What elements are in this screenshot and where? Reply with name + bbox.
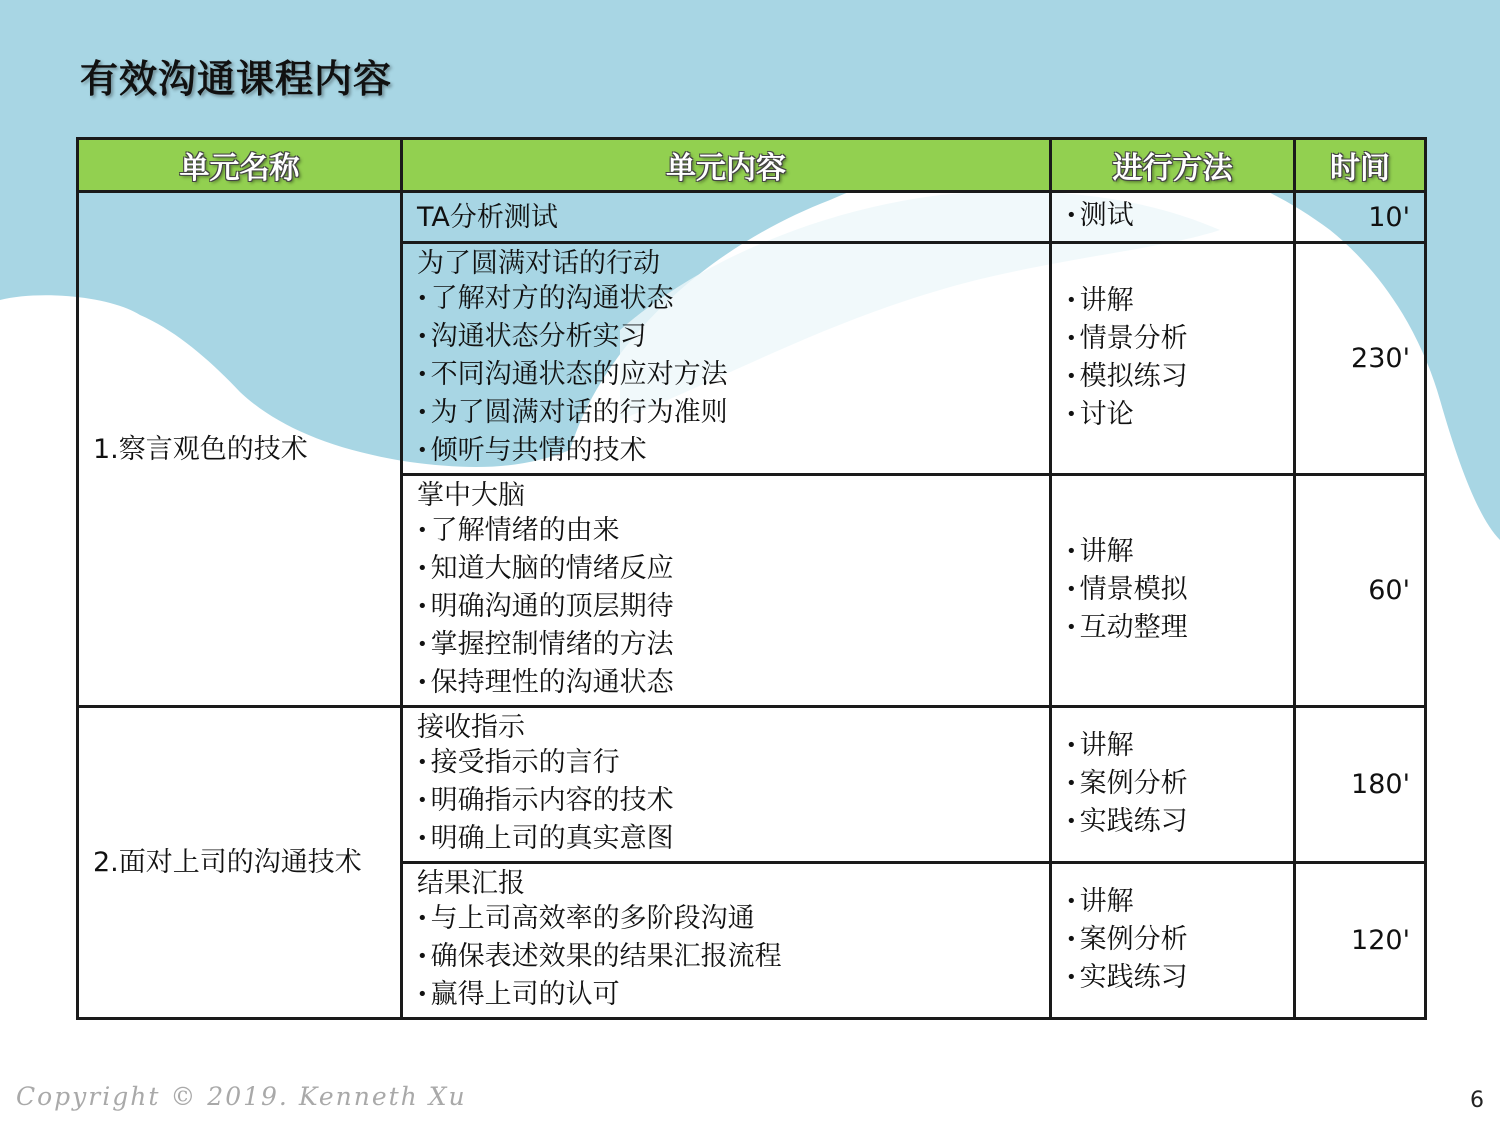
page-number: 6 xyxy=(1470,1088,1484,1113)
time-cell: 120' xyxy=(1295,863,1426,1019)
unit-content-cell xyxy=(402,475,1051,707)
content-bullet: • 赢得上司的认可 xyxy=(417,977,1035,1015)
unit-content-cell xyxy=(402,707,1051,863)
unit-content-cell xyxy=(402,863,1051,1019)
table-row xyxy=(78,707,1426,863)
method-cell xyxy=(1051,192,1295,243)
content-title: 为了圆满对话的行动 xyxy=(417,248,660,279)
content-bullet: • 沟通状态分析实习 xyxy=(417,319,1035,357)
page-title: 有效沟通课程内容 xyxy=(80,57,393,101)
method-item: • 讲解 xyxy=(1066,283,1279,321)
method-item: • 案例分析 xyxy=(1066,922,1279,960)
table-row xyxy=(78,192,1426,243)
content-bullet: • 确保表述效果的结果汇报流程 xyxy=(417,939,1035,977)
method-cell xyxy=(1051,243,1295,475)
content-bullet: • 明确沟通的顶层期待 xyxy=(417,589,1035,627)
method-cell xyxy=(1051,863,1295,1019)
content-bullet: • 倾听与共情的技术 xyxy=(417,433,1035,471)
header-time: 时间 xyxy=(1295,139,1426,192)
content-title: 接收指示 xyxy=(417,712,525,743)
header-unit-content: 单元内容 xyxy=(402,139,1051,192)
unit-content-cell xyxy=(402,192,1051,243)
method-item: • 模拟练习 xyxy=(1066,359,1279,397)
copyright-text: Copyright © 2019. Kenneth Xu xyxy=(16,1082,467,1111)
content-title: TA分析测试 xyxy=(417,201,558,233)
unit-name-cell xyxy=(78,192,402,707)
method-item: • 讲解 xyxy=(1066,884,1279,922)
table-header-row xyxy=(78,139,1426,192)
content-title: 掌中大脑 xyxy=(417,480,525,511)
method-item: • 讨论 xyxy=(1066,397,1279,435)
method-item: • 实践练习 xyxy=(1066,960,1279,998)
method-item: • 案例分析 xyxy=(1066,766,1279,804)
content-bullet: • 保持理性的沟通状态 xyxy=(417,665,1035,703)
content-title: 结果汇报 xyxy=(417,868,525,899)
unit-name-text: 2.面对上司的沟通技术 xyxy=(93,847,362,878)
method-item: • 讲解 xyxy=(1066,728,1279,766)
content-bullet: • 为了圆满对话的行为准则 xyxy=(417,395,1035,433)
time-cell: 230' xyxy=(1295,243,1426,475)
content-bullet: • 与上司高效率的多阶段沟通 xyxy=(417,901,1035,939)
course-table xyxy=(76,137,1427,1020)
content-bullet: • 知道大脑的情绪反应 xyxy=(417,551,1035,589)
unit-content-cell xyxy=(402,243,1051,475)
time-cell: 180' xyxy=(1295,707,1426,863)
method-item: • 情景模拟 xyxy=(1066,572,1279,610)
header-method: 进行方法 xyxy=(1051,139,1295,192)
method-cell xyxy=(1051,475,1295,707)
content-bullet: • 明确上司的真实意图 xyxy=(417,821,1035,859)
header-unit-name: 单元名称 xyxy=(78,139,402,192)
method-item: • 情景分析 xyxy=(1066,321,1279,359)
method-item: • 互动整理 xyxy=(1066,610,1279,648)
content-bullet: • 不同沟通状态的应对方法 xyxy=(417,357,1035,395)
time-cell: 60' xyxy=(1295,475,1426,707)
unit-name-text: 1.察言观色的技术 xyxy=(93,433,308,465)
content-bullet: • 了解对方的沟通状态 xyxy=(417,281,1035,319)
content-bullet: • 了解情绪的由来 xyxy=(417,513,1035,551)
method-item: • 实践练习 xyxy=(1066,804,1279,842)
unit-name-cell xyxy=(78,707,402,1019)
method-item: • 测试 xyxy=(1066,198,1279,236)
content-bullet: • 掌握控制情绪的方法 xyxy=(417,627,1035,665)
method-item: • 讲解 xyxy=(1066,534,1279,572)
method-cell xyxy=(1051,707,1295,863)
content-bullet: • 明确指示内容的技术 xyxy=(417,783,1035,821)
content-bullet: • 接受指示的言行 xyxy=(417,745,1035,783)
time-cell: 10' xyxy=(1295,192,1426,243)
